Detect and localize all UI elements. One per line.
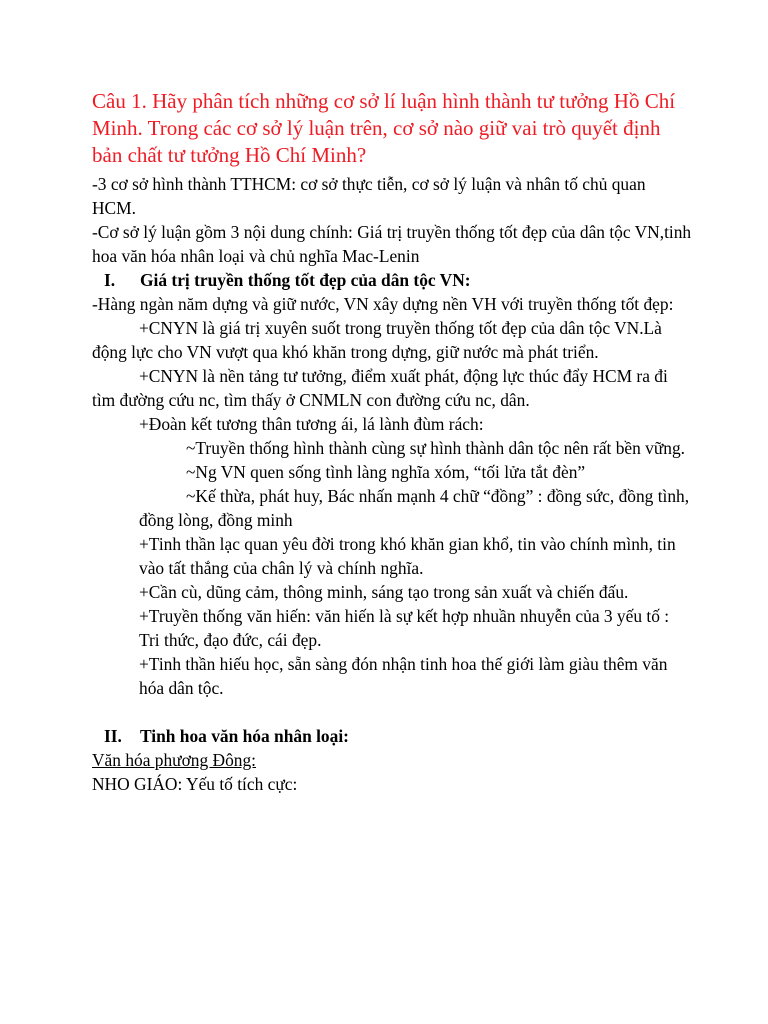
section-heading-2 [92,724,692,748]
document-page [92,88,692,796]
bullet-paragraph: +Tinh thần hiếu học, sẵn sàng đón nhận tinh hoa thế giới làm giàu thêm văn hóa dân tộc. [139,654,668,698]
bullet-paragraph: +Cần cù, dũng cảm, thông minh, sáng tạo trong sản xuất và chiến đấu. [139,582,629,602]
section-lead: -Hàng ngàn năm dựng và giữ nước, VN xây dựng nền VH với truyền thống tốt đẹp: [92,294,674,314]
bullet-paragraph: +CNYN là giá trị xuyên suốt trong truyền thống tốt đẹp của dân tộc VN.Là động lực cho VN vượt qua khó khăn trong dựng, giữ nước mà phát triển. [92,318,662,362]
section-line: NHO GIÁO: Yếu tố tích cực: [92,774,298,794]
bullet-paragraph: +CNYN là nền tảng tư tưởng, điểm xuất phát, động lực thúc đẩy HCM ra đi tìm đường cứu nc, tìm thấy ở CNMLN con đường cứu nc, dân. [92,366,668,410]
section-heading-1 [92,268,692,292]
section-number: I. [104,270,116,290]
section-title: Giá trị truyền thống tốt đẹp của dân tộc VN: [140,270,471,290]
bullet-paragraph: +Đoàn kết tương thân tương ái, lá lành đùm rách: [139,414,484,434]
sub-bullet-paragraph: ~Truyền thống hình thành cùng sự hình thành dân tộc nên rất bền vững. [186,438,686,458]
bullet-paragraph: +Tinh thần lạc quan yêu đời trong khó khăn gian khổ, tin vào chính mình, tin vào tất thắng của chân lý và chính nghĩa. [139,534,676,578]
sub-bullet-paragraph: ~Kế thừa, phát huy, Bác nhấn mạnh 4 chữ “đồng” : đồng sức, đồng tình, đồng lòng, đồng minh [139,486,690,530]
section-number: II. [104,726,122,746]
bullet-paragraph: +Truyền thống văn hiến: văn hiến là sự kết hợp nhuần nhuyễn của 3 yếu tố : Tri thức, đạo đức, cái đẹp. [139,606,670,650]
intro-paragraph: -3 cơ sở hình thành TTHCM: cơ sở thực tiễn, cơ sở lý luận và nhân tố chủ quan HCM. [92,174,646,218]
section-title: Tinh hoa văn hóa nhân loại: [140,726,349,746]
intro-paragraph: -Cơ sở lý luận gồm 3 nội dung chính: Giá trị truyền thống tốt đẹp của dân tộc VN,tinh hoa văn hóa nhân loại và chủ nghĩa Mac-Lenin [92,222,692,266]
question-heading: Câu 1. Hãy phân tích những cơ sở lí luận hình thành tư tưởng Hồ Chí Minh. Trong các cơ sở lý luận trên, cơ sở nào giữ vai trò quyết định bản chất tư tưởng Hồ Chí Minh? [92,89,676,167]
subheading: Văn hóa phương Đông: [92,750,257,770]
sub-bullet-paragraph: ~Ng VN quen sống tình làng nghĩa xóm, “tối lửa tắt đèn” [186,462,586,482]
blank-line [92,700,692,724]
